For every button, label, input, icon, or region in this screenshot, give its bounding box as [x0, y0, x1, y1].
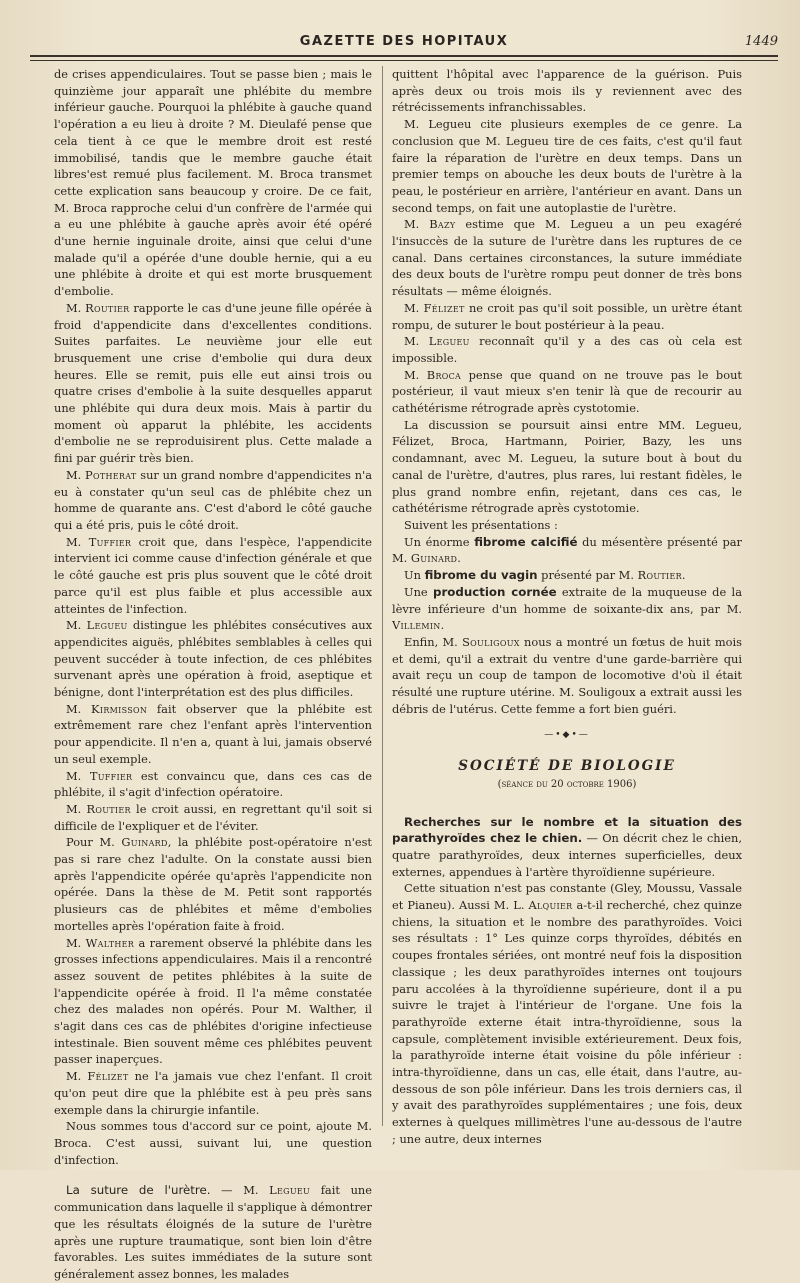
author-name: Kirmisson	[91, 701, 148, 716]
text-run: M.	[66, 701, 92, 716]
paragraph	[392, 567, 742, 584]
text-run: — On décrit chez le chien, quatre parathyroïdes, deux internes superficielles, deux externes, appendues à l'artère thyroïdienne supérieure.	[392, 831, 742, 879]
section-subtitle	[392, 777, 742, 794]
text-run: M.	[404, 334, 429, 349]
paragraph	[54, 1182, 372, 1282]
paragraph	[54, 1068, 372, 1118]
text-run: sur un grand nombre d'appendicites n'a eu à constater qu'un seul cas de phlébite chez un homme de quarante ans. C'est d'abord le côté gauche qui a été pris, puis le côté droit.	[54, 467, 373, 532]
text-run: Suivent les présentations :	[404, 517, 558, 532]
author-name: Guinard	[410, 551, 458, 566]
text-run: — M.	[210, 1183, 270, 1198]
paragraph	[392, 584, 742, 634]
text-run: M.	[404, 300, 424, 315]
text-run: La discussion se poursuit ainsi entre MM. Legueu, Félizet, Broca, Hartmann, Poirier, Bazy, les uns condamnant, avec M. Legueu, la suture bout à bout du canal de l'urètre, d'autres, plus rares, lui restant fidèles, le plus grand nombre enfin, rejetant, dans ces cas, le cathétérisme rétrograde après cystotomie.	[392, 417, 742, 516]
author-name: Alquier	[528, 898, 573, 913]
section-title: SOCIÉTÉ DE BIOLOGIE	[458, 758, 676, 775]
paragraph	[54, 467, 372, 534]
author-name: Walther	[85, 935, 135, 950]
author-name: Legueu	[86, 618, 128, 633]
header-rule-thick	[30, 55, 778, 57]
author-name: Bazy	[429, 217, 456, 232]
paragraph	[54, 768, 372, 801]
paragraph	[392, 517, 742, 534]
text-run: Cette situation n'est pas constante (Gley, Moussu, Vassale et Pianeu). Aussi M. L.	[392, 881, 742, 913]
text-run: M.	[404, 217, 430, 232]
paragraph	[392, 116, 742, 216]
text-run: pense que quand on ne trouve pas le bout postérieur, il vaut mieux s'en tenir là que de recourir au cathétérisme rétrograde après cystotomie.	[392, 367, 742, 416]
author-name: Routier	[86, 801, 131, 816]
text-run: a-t-il recherché, chez quinze chiens, la situation et le nombre des parathyroïdes. Voici ses résultats : 1° Les quinze corps thyroïdes, débités en coupes frontales sériées, ont montré neuf fois la disposition classique ; les deux parathyroïdes internes ont toujours paru accolées à la thyroïdienne supérieure, dont il a pu suivre le trajet à l'intérieur de l'organe. Une fois la parathyroïde externe était intra-thyroïdienne, sous la capsule, complètement invisible extérieurement. Deux fois, la parathyroïde interne était voisine du pôle inférieur : intra-thyroïdienne, dans un cas, elle était, dans l'autre, au-dessous de son pôle inférieur. Dans les trois derniers cas, il y avait des parathyroïdes supplémentaires ; une fois, deux externes à quelques millimètres l'une au-dessous de l'autre ; une autre, deux internes	[392, 898, 742, 1146]
text-run: extraite de la muqueuse de la lèvre inférieure d'un homme de soixante-dix ans, par M.	[392, 584, 742, 616]
text-run: estime que M. Legueu a un peu exagéré l'insuccès de la suture de l'urètre dans les ruptures de ce canal. Dans certaines circonstances, la suture immédiate des deux bouts de l'urètre rompu peut donner de très bons résultats — même éloignés.	[392, 217, 743, 299]
text-run: M.	[66, 768, 90, 783]
heading-run: production cornée	[433, 584, 557, 599]
text-run: présenté par M.	[537, 568, 638, 583]
author-name: Tuffier	[88, 534, 132, 549]
text-run: de crises appendiculaires. Tout se passe bien ; mais le quinzième jour apparaît une phlébite du membre inférieur gauche. Pourquoi la phlébite à gauche quand l'opération a eu lieu à droite ? M. Dieulafé pense que cela tient à ce que le membre droit est resté immobilisé, tandis que le membre gauche était libres'est remué plus facilement. M. Broca transmet cette explication sans beaucoup y croire. De ce fait, M. Broca rapproche celui d'un confrère de l'armée qui a eu une phlébite à gauche après avoir été opéré d'une hernie inguinale droite, ainsi que celui d'une malade qu'il a opérée d'une double hernie, qui a eu une phlébite à droite et qui est morte brusquement d'embolie.	[54, 67, 372, 299]
paragraph	[54, 617, 372, 701]
left-column	[54, 66, 372, 1283]
text-run: fait une communication dans laquelle il s'applique à démontrer que les résultats éloignés de la suture de l'urètre après une rupture traumatique, sont bien loin d'être favorables. Les suites immédiates de la suture sont généralement assez bonnes, les malades	[54, 1183, 372, 1281]
author-name: Félizet	[423, 300, 465, 315]
author-name: Villemin	[392, 618, 441, 633]
paragraph	[392, 634, 742, 718]
text-run: .	[457, 551, 461, 566]
paragraph	[54, 1118, 372, 1168]
text-run: est convaincu que, dans ces cas de phlébite, il s'agit d'infection opératoire.	[54, 768, 372, 800]
text-run: nous a montré un fœtus de huit mois et demi, qu'il a extrait du ventre d'une garde-barrière qui avait reçu un coup de tampon de locomotive d'où il était résulté une rupture utérine. M. Souligoux a extrait aussi les débris de l'utérus. Cette femme a fort bien guéri.	[392, 634, 742, 716]
text-run: M.	[66, 935, 86, 950]
heading-run: Recherches sur le nombre et la situation des parathyroïdes chez le chien.	[392, 814, 742, 846]
paragraph	[54, 534, 372, 618]
paragraph	[392, 880, 742, 1147]
text-run: Un	[404, 568, 425, 583]
text-run: croit que, dans l'espèce, l'appendicite intervient ici comme cause d'infection générale et que le côté gauche est pris plus souvent que le côté droit parce qu'il est plus faible et plus accessible aux atteintes de l'infection.	[54, 534, 373, 616]
text-run: rapporte le cas d'une jeune fille opérée à froid d'appendicite dans d'excellentes conditions. Suites parfaites. Le neuvième jour elle eut brusquement une crise d'embolie qui dura deux heures. Elle se remit, puis elle eut ainsi trois ou quatre crises d'embolie à la suite desquelles apparut une phlébite qui dura deux mois. Mais à partir du moment où apparut la phlébite, les accidents d'embolie ne se reproduisirent plus. Cette malade a fini par guérir très bien.	[54, 300, 373, 466]
text-run: .	[681, 568, 686, 583]
paragraph	[392, 417, 742, 517]
text-run: M.	[66, 801, 87, 816]
text-run: M. Legueu cite plusieurs exemples de ce genre. La conclusion que M. Legueu tire de ces faits, c'est qu'il faut faire la réparation de l'urètre en deux temps. Dans un premier temps on abouche les deux bouts de l'urètre à la peau, le postérieur en arrière, l'antérieur en avant. Dans un second temps, on fait une autoplastie de l'urètre.	[392, 117, 742, 215]
author-name: Legueu	[269, 1183, 311, 1198]
text-run: Nous sommes tous d'accord sur ce point, ajoute M. Broca. C'est aussi, suivant lui, une question d'infection.	[54, 1119, 372, 1167]
session-date: (séance du 20 octobre 1906)	[497, 778, 637, 790]
text-run: Enfin, M.	[404, 634, 463, 649]
paragraph	[54, 66, 372, 300]
author-name: Potherat	[85, 467, 137, 482]
text-run: Un énorme	[404, 534, 475, 549]
paragraph	[392, 300, 742, 333]
heading-run: fibrome calcifié	[474, 534, 578, 549]
paragraph	[392, 367, 742, 417]
text-run: M.	[66, 467, 86, 482]
page-header	[30, 34, 778, 56]
section-ornament: —•◆•—	[544, 730, 590, 741]
journal-title: GAZETTE DES HOPITAUX	[299, 34, 509, 49]
author-name: Legueu	[428, 334, 470, 349]
paragraph	[392, 333, 742, 366]
text-run: reconnaît qu'il y a des cas où cela est impossible.	[392, 334, 742, 365]
author-name: Routier	[637, 568, 682, 583]
text-run: .	[440, 618, 445, 633]
text-run: M.	[66, 618, 87, 633]
text-run: Pour M.	[66, 835, 122, 850]
text-run: M.	[404, 367, 427, 382]
paragraph	[392, 216, 742, 300]
text-run: quittent l'hôpital avec l'apparence de la guérison. Puis après deux ou trois mois ils y reviennent avec des rétrécissements infranchissables.	[392, 67, 742, 115]
paragraph	[54, 300, 372, 467]
text-run: Une	[404, 584, 434, 599]
author-name: Souligoux	[462, 634, 520, 649]
right-column	[392, 66, 742, 1148]
author-name: Broca	[426, 367, 462, 382]
text-run: fait observer que la phlébite est extrêmement rare chez l'enfant après l'intervention pour appendicite. Il n'en a, quant à lui, jamais observé un seul exemple.	[54, 701, 372, 766]
paragraph	[54, 701, 372, 768]
heading-run: La suture de l'urètre.	[66, 1183, 211, 1198]
text-run: distingue les phlébites consécutives aux appendicites aiguës, phlébites semblables à celles qui peuvent succéder à toute infection, de ces phlébites survenant après une opération à froid, aseptique et bénigne, dont l'interprétation est des plus difficiles.	[54, 618, 372, 700]
text-run: le croit aussi, en regrettant qu'il soit si difficile de l'expliquer et de l'éviter.	[54, 801, 372, 833]
paragraph	[392, 66, 742, 116]
author-name: Guinard	[121, 835, 168, 850]
author-name: Routier	[85, 300, 130, 315]
text-run: , la phlébite post-opératoire n'est pas si rare chez l'adulte. On la constate aussi bien après l'appendicite opérée qu'après l'appendicite non opérée. Dans la thèse de M. Petit sont rapportés plusieurs cas de phlébites et même d'embolies mortelles après l'opération faite à froid.	[54, 835, 372, 933]
author-name: Tuffier	[89, 768, 133, 783]
text-run: M.	[66, 1069, 88, 1084]
column-divider	[382, 66, 383, 1126]
text-run: du mésentère présenté par M.	[392, 534, 742, 566]
author-name: Félizet	[87, 1069, 129, 1084]
header-rule-thin	[30, 60, 778, 61]
heading-run: fibrome du vagin	[424, 568, 538, 583]
paragraph	[54, 801, 372, 834]
text-run: ne l'a jamais vue chez l'enfant. Il croit qu'on peut dire que la phlébite est à peu près sans exemple dans la chirurgie infantile.	[54, 1069, 373, 1117]
paragraph	[392, 534, 742, 567]
page-number: 1449	[744, 34, 778, 49]
text-run: M.	[66, 534, 89, 549]
text-run: M.	[66, 300, 86, 315]
text-run: ne croit pas qu'il soit possible, un urètre étant rompu, de suturer le bout postérieur à la peau.	[392, 300, 742, 332]
paragraph	[392, 814, 742, 881]
paragraph	[54, 935, 372, 1069]
text-run: a rarement observé la phlébite dans les grosses infections appendiculaires. Mais il a rencontré assez souvent de petites phlébites à la suite de l'appendicite opérée à froid. Il l'a même constatée chez des malades non opérés. Pour M. Walther, il s'agit dans ces cas de phlébites d'origine infectieuse intestinale. Bien souvent même ces phlébites peuvent passer inaperçues.	[54, 935, 372, 1067]
paragraph	[54, 834, 372, 934]
